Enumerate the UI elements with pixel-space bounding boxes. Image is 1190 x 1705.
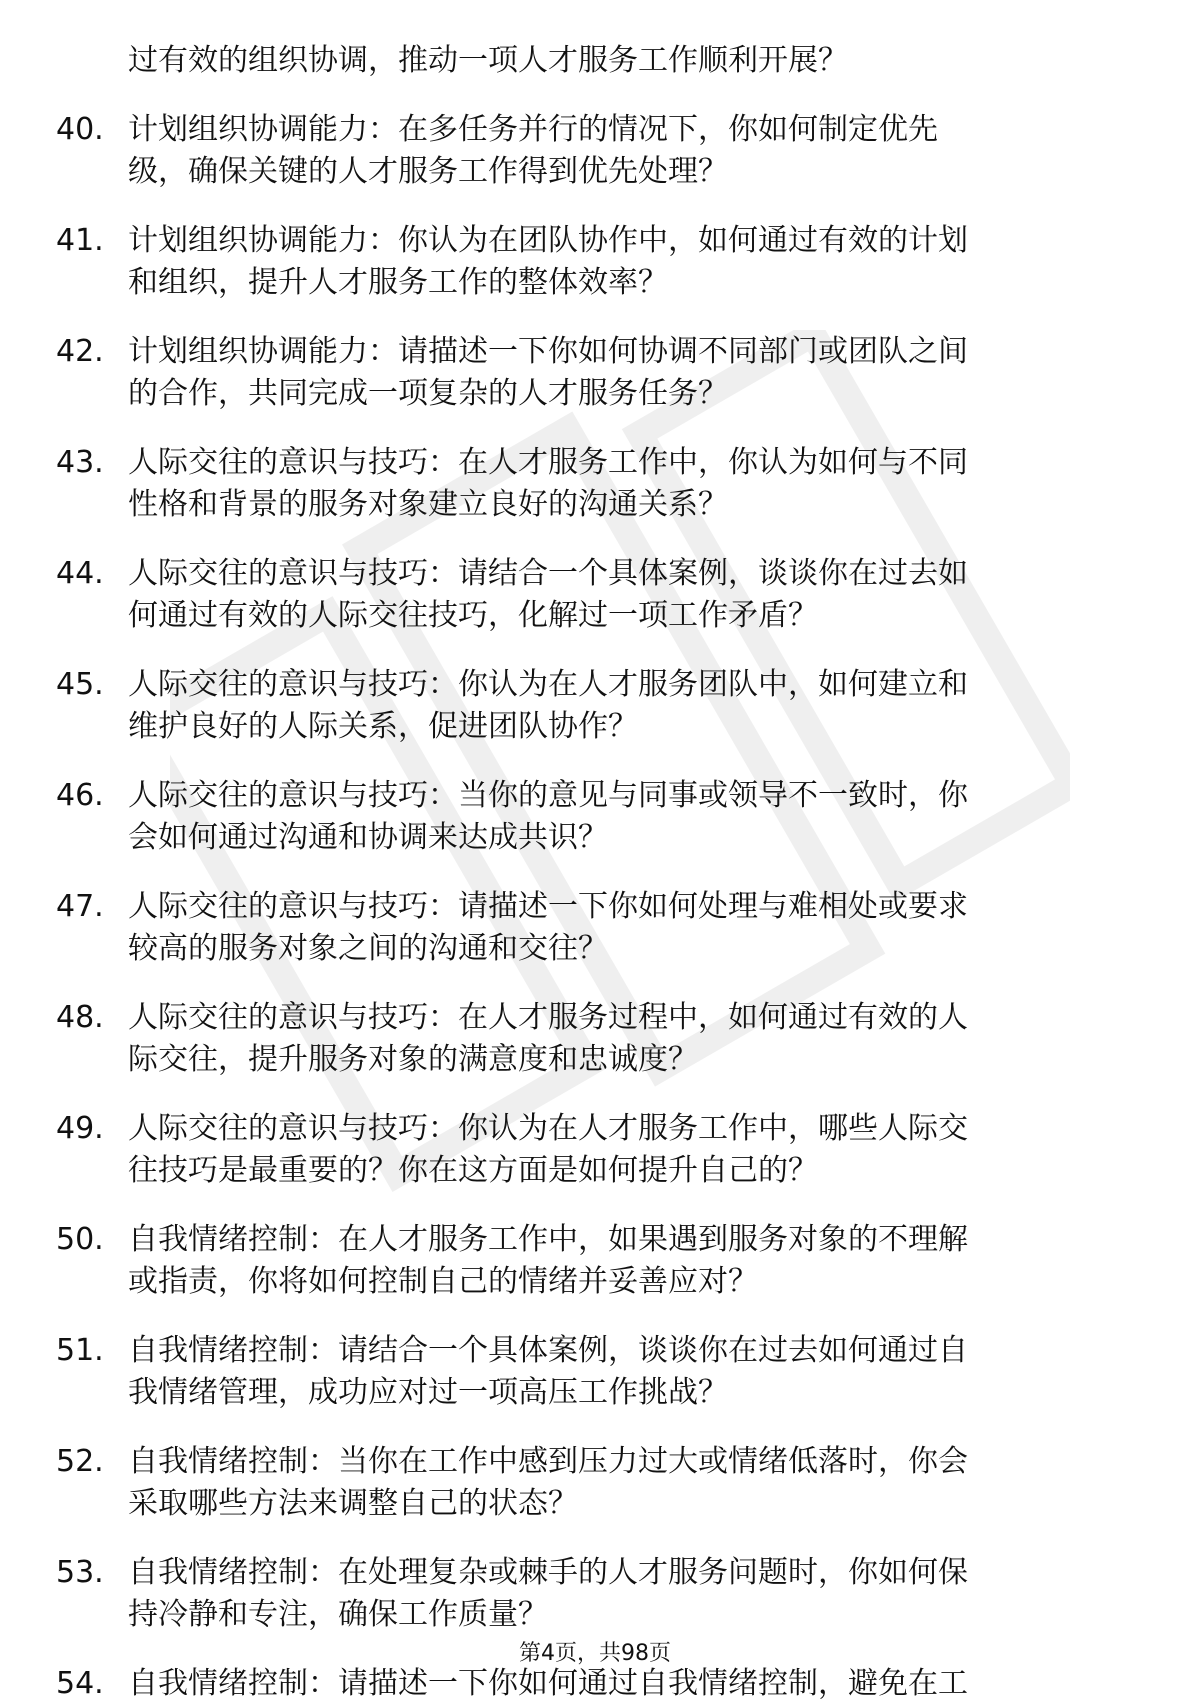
item-text-line: 维护良好的人际关系，促进团队协作？ — [128, 709, 638, 744]
item-text-line: 自我情绪控制：请描述一下你如何通过自我情绪控制，避免在工 — [128, 1666, 968, 1701]
item-text-line: 人际交往的意识与技巧：你认为在人才服务工作中，哪些人际交 — [128, 1111, 968, 1146]
item-text-line: 和组织，提升人才服务工作的整体效率？ — [128, 265, 668, 300]
item-number: 46. — [56, 778, 104, 813]
item-text-line: 我情绪管理，成功应对过一项高压工作挑战？ — [128, 1375, 728, 1410]
item-text-line: 计划组织协调能力：请描述一下你如何协调不同部门或团队之间 — [128, 334, 968, 369]
list-item — [0, 1330, 1190, 1414]
item-text-line: 际交往，提升服务对象的满意度和忠诚度？ — [128, 1042, 698, 1077]
list-item — [0, 664, 1190, 748]
item-number: 41. — [56, 223, 104, 258]
list-item — [0, 109, 1190, 193]
item-text-line: 人际交往的意识与技巧：在人才服务工作中，你认为如何与不同 — [128, 445, 968, 480]
item-text-line: 自我情绪控制：在处理复杂或棘手的人才服务问题时，你如何保 — [128, 1555, 968, 1590]
item-text-line: 级，确保关键的人才服务工作得到优先处理？ — [128, 154, 728, 189]
item-text-line: 的合作，共同完成一项复杂的人才服务任务？ — [128, 376, 728, 411]
list-item — [0, 1663, 1190, 1705]
list-item — [0, 553, 1190, 637]
item-number: 53. — [56, 1555, 104, 1590]
list-item — [0, 1441, 1190, 1525]
item-number: 44. — [56, 556, 104, 591]
item-text-line: 性格和背景的服务对象建立良好的沟通关系？ — [128, 487, 728, 522]
item-number: 40. — [56, 112, 104, 147]
item-number: 49. — [56, 1111, 104, 1146]
list-item — [0, 220, 1190, 304]
item-text-line: 人际交往的意识与技巧：请结合一个具体案例，谈谈你在过去如 — [128, 556, 968, 591]
item-text-line: 或指责，你将如何控制自己的情绪并妥善应对？ — [128, 1264, 758, 1299]
list-item — [0, 1219, 1190, 1303]
item-text-line: 自我情绪控制：当你在工作中感到压力过大或情绪低落时，你会 — [128, 1444, 968, 1479]
item-text-line: 会如何通过沟通和协调来达成共识？ — [128, 820, 608, 855]
item-text-line: 自我情绪控制：请结合一个具体案例，谈谈你在过去如何通过自 — [128, 1333, 968, 1368]
item-text-line: 较高的服务对象之间的沟通和交往？ — [128, 931, 608, 966]
page-footer: 第4页，共98页 — [519, 1641, 671, 1666]
item-number: 48. — [56, 1000, 104, 1035]
item-number: 43. — [56, 445, 104, 480]
item-number: 42. — [56, 334, 104, 369]
question-list — [0, 40, 1190, 1705]
item-text-line: 人际交往的意识与技巧：当你的意见与同事或领导不一致时，你 — [128, 778, 968, 813]
item-text-line: 人际交往的意识与技巧：在人才服务过程中，如何通过有效的人 — [128, 1000, 968, 1035]
item-number: 52. — [56, 1444, 104, 1479]
list-item — [0, 886, 1190, 970]
continuation-line: 过有效的组织协调，推动一项人才服务工作顺利开展？ — [128, 43, 848, 78]
item-number: 47. — [56, 889, 104, 924]
item-text-line: 自我情绪控制：在人才服务工作中，如果遇到服务对象的不理解 — [128, 1222, 968, 1257]
item-text-line: 人际交往的意识与技巧：请描述一下你如何处理与难相处或要求 — [128, 889, 968, 924]
list-item — [0, 775, 1190, 859]
item-text-line: 计划组织协调能力：你认为在团队协作中，如何通过有效的计划 — [128, 223, 968, 258]
item-text-line: 何通过有效的人际交往技巧，化解过一项工作矛盾？ — [128, 598, 818, 633]
item-number: 50. — [56, 1222, 104, 1257]
item-number: 45. — [56, 667, 104, 702]
list-item — [0, 331, 1190, 415]
item-text-line: 人际交往的意识与技巧：你认为在人才服务团队中，如何建立和 — [128, 667, 968, 702]
item-number: 54. — [56, 1666, 104, 1701]
item-number: 51. — [56, 1333, 104, 1368]
list-item — [0, 442, 1190, 526]
list-item — [0, 1552, 1190, 1636]
item-text-line: 采取哪些方法来调整自己的状态？ — [128, 1486, 578, 1521]
item-text-line: 持冷静和专注，确保工作质量？ — [128, 1597, 548, 1632]
item-text-line: 计划组织协调能力：在多任务并行的情况下，你如何制定优先 — [128, 112, 938, 147]
item-text-line: 往技巧是最重要的？你在这方面是如何提升自己的？ — [128, 1153, 818, 1188]
list-item — [0, 1108, 1190, 1192]
list-item — [0, 997, 1190, 1081]
